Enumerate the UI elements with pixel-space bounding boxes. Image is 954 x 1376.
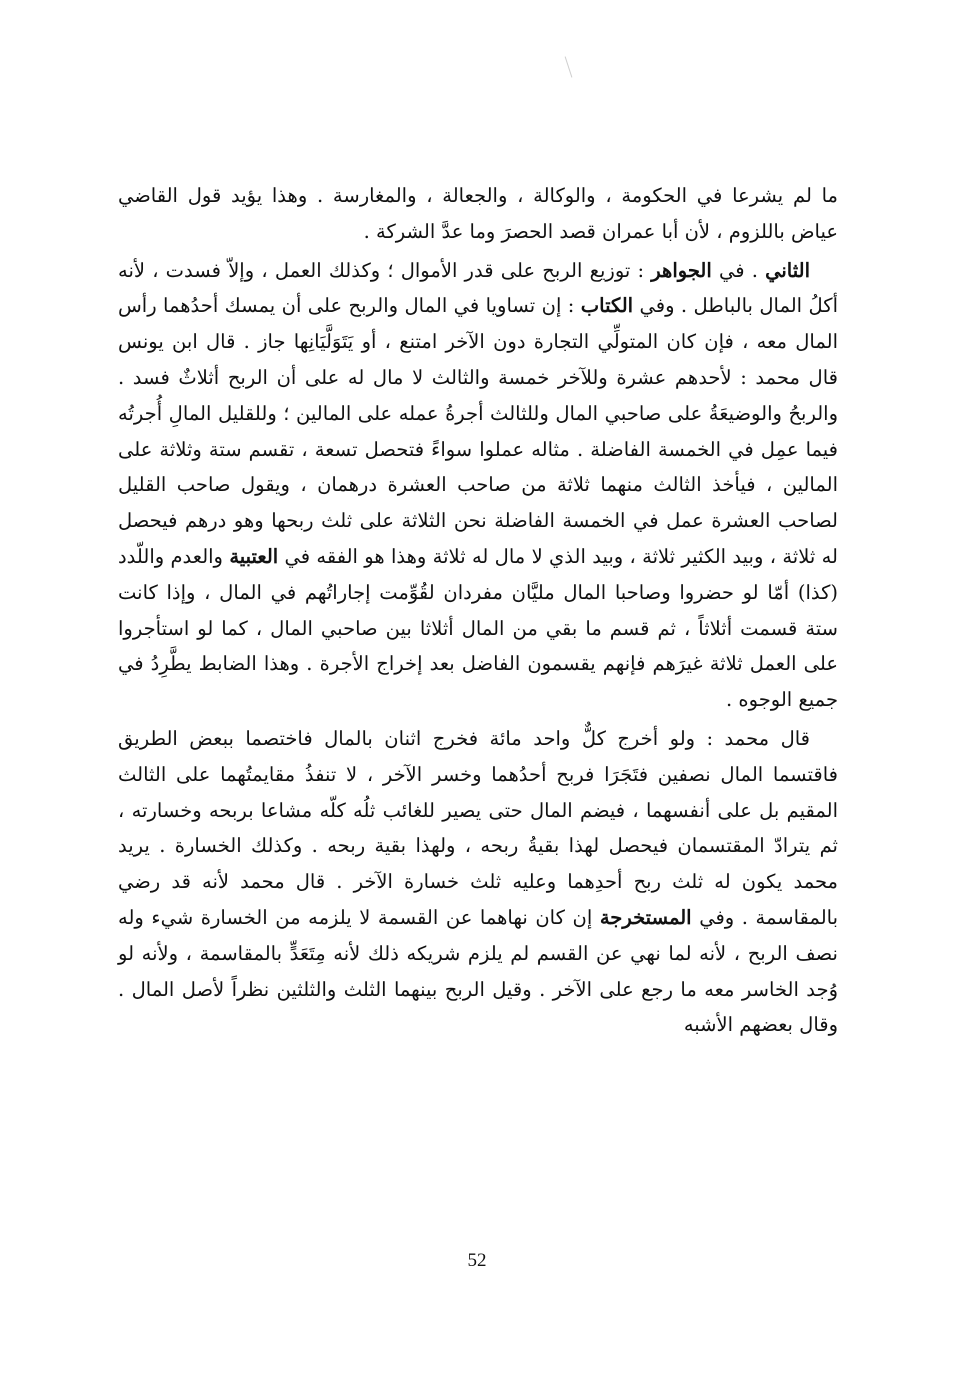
text-segment: : إن تساويا في المال والربح على أن يمسك أحدُهما رأس المال معه ، فإن كان المتولِّي التجارة دون الآخر امتنع ، أو يَتَوَلَّيَانِها جاز . قال ابن يونس قال محمد : لأحدهم عشرة وللآخر خمسة والثالث لا مال له على أن الربح أثلاثٌ فسد . والربحُ والوضيعَةُ على صاحبي المال وللثالث أجرةُ عمله على المالين ؛ وللقليل المالِ أُجرتُه فيما عمِل في الخمسة الفاضلة . مثاله عملوا سواءً فتحصل تسعة ، تقسم ستة وثلاثة على المالين ، فيأخذ الثالث منهما ثلاثة من صاحب العشرة درهمان ، ويقول صاحب القليل لصاحب العشرة عمل في الخمسة الفاضلة نحن الثلاثة على ثلث ربحها وهو درهم فيحصل له ثلاثة ، وبيد الكثير ثلاثة ، وبيد الذي لا مال له ثلاثة وهذا هو الفقه في	[118, 294, 838, 568]
source-title-kitab: الكتاب	[580, 294, 634, 318]
source-title-jawahir: الجواهر	[651, 258, 712, 282]
text-segment: ما لم يشرعا في الحكومة ، والوكالة ، والجعالة ، والمغارسة . وهذا يؤيد قول القاضي عياض باللزوم ، لأن أبا عمران قصد الحصرَ وما عدَّ الشركة .	[118, 184, 838, 243]
section-heading-second: الثاني	[765, 258, 810, 282]
text-segment: إن كان نهاهما عن القسمة لا يلزمه من الخسارة شيء وله نصف الربح ، لأنه لما نهي عن القسم لم يلزم شريكه ذلك لأنه مِتَعَدٍّ بالمقاسمة ، ولأنه لو وُجد الخاسر معه ما رجع على الآخر . وقيل الربح بينهما الثلث والثلثين نظراً لأصل المال . وقال بعضهم الأشبه	[118, 905, 838, 1037]
text-segment: والعدم واللّدد (كذا) أمّا لو حضروا وصاحبا المال مليَّان مفردان لقُوِّمت إجاراتُهم في المال ، وإذا كانت ستة قسمت أثلاثاً ، ثم قسم ما بقي من المال أثلاثا بين صاحبي المال ، كما لو استأجروا على العمل ثلاثة غيرَهم فإنهم يقسمون الفاضل بعد إخراج الأجرة . وهذا الضابط يطَّرِدُ في جميع الوجوه .	[118, 544, 838, 712]
paragraph-2	[118, 253, 838, 718]
paragraph-3	[118, 721, 838, 1043]
text-segment: . في	[711, 258, 766, 282]
text-segment: قال محمد : ولو أخرج كلٌّ واحد مائة فخرج اثنان بالمال فاختصما ببعض الطريق فاقتسما المال نصفين فتَجَرَا فربح أحدُهما وخسر الآخر ، لا تنفذُ مقايمتُهما على الثالث المقيم بل على أنفسهما ، فيضم المال حتى يصير للغائب ثلُه كلّه مشاعا بربحه وخسارته ، ثم يترادّ المقتسمان فيحصل لهذا بقيةُ ربحه ، ولهذا بقية ربحه . وكذلك الخسارة . يريد محمد يكون له ثلث ربح أحدِهما وعليه ثلث خسارة الآخر . قال محمد لأنه قد رضي بالمقاسمة . وفي	[118, 726, 839, 929]
source-title-mustakhraja: المستخرجة	[599, 905, 692, 929]
scan-artifact-mark	[565, 56, 573, 77]
source-title-utbiyya: العتبية	[229, 544, 279, 568]
body-text	[118, 178, 838, 1043]
page-number: 52	[467, 1250, 487, 1271]
paragraph-1	[118, 178, 838, 250]
text-segment: : توزيع الربح على قدر الأموال ؛ وكذلك العمل ، وإلاّ فسدت ، لأنه أكلُ المال بالباطل . وفي	[118, 258, 838, 318]
